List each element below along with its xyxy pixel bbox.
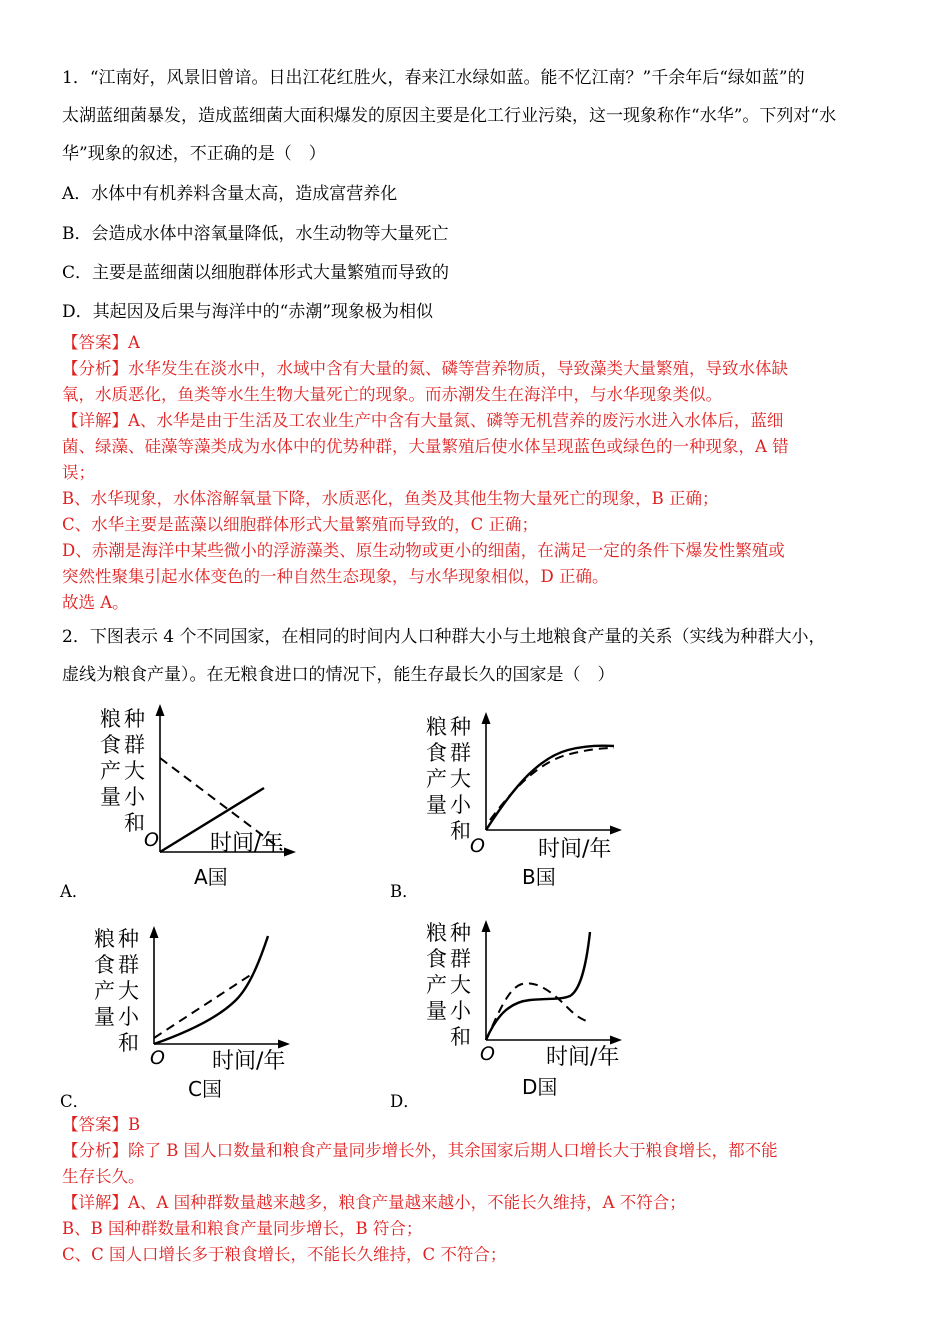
q1-detail-line-8: 故选 A。 xyxy=(62,593,129,612)
origin-label: O xyxy=(150,1047,165,1069)
q1-analysis-line-1: 【分析】水华发生在淡水中，水域中含有大量的氮、磷等营养物质，导致藻类大量繁殖，导致水体缺 xyxy=(62,359,788,378)
y-axis-arrow xyxy=(482,712,491,724)
q1-option-d: D．其起因及后果与海洋中的“赤潮”现象极为相似 xyxy=(62,302,434,322)
ylabel-right-3: 大 xyxy=(118,979,139,1003)
origin-label: O xyxy=(480,1043,495,1065)
q1-option-a: A．水体中有机养料含量太高，造成富营养化 xyxy=(62,184,398,204)
ylabel-right-5: 和 xyxy=(118,1031,139,1055)
q2-answer: 【答案】B xyxy=(62,1115,141,1134)
fig-a-option-label: A． xyxy=(60,882,89,901)
q1-detail-line-6: D、赤潮是海洋中某些微小的浮游藻类、原生动物或更小的细菌，在满足一定的条件下爆发性繁殖或 xyxy=(62,541,785,560)
figure-b xyxy=(418,708,628,897)
q1-detail-line-1: 【详解】A、水华是由于生活及工农业生产中含有大量氮、磷等无机营养的废污水进入水体后，蓝细 xyxy=(62,411,784,430)
q1-stem-line-3: 华”现象的叙述，不正确的是（ ） xyxy=(62,144,326,164)
ylabel-right-3: 大 xyxy=(124,759,145,783)
ylabel-left-1: 粮 xyxy=(100,707,121,731)
ylabel-left-4: 量 xyxy=(100,785,121,809)
x-axis-arrow xyxy=(610,826,622,835)
q2-detail-line-3: C、C 国人口增长多于粮食增长，不能长久维持，C 不符合； xyxy=(62,1245,507,1264)
x-axis-label: 时间/年 xyxy=(546,1045,620,1070)
population-curve xyxy=(486,932,590,1040)
x-axis-arrow xyxy=(284,848,296,857)
caption-d: D国 xyxy=(522,1075,558,1099)
ylabel-right-2: 群 xyxy=(118,953,139,977)
q2-stem-line-1: 2．下图表示 4 个不同国家，在相同的时间内人口种群大小与土地粮食产量的关系（实线为种群大小， xyxy=(62,627,826,647)
food-curve xyxy=(490,748,614,820)
ylabel-left-2: 食 xyxy=(100,733,121,757)
figure-a xyxy=(92,700,302,899)
origin-label: O xyxy=(470,835,485,857)
ylabel-right-2: 群 xyxy=(124,733,145,757)
q1-detail-line-5: C、水华主要是蓝藻以细胞群体形式大量繁殖而导致的，C 正确； xyxy=(62,515,538,534)
ylabel-left-2: 食 xyxy=(426,741,447,765)
figure-c xyxy=(88,920,308,1104)
ylabel-right-2: 群 xyxy=(450,741,471,765)
population-curve xyxy=(486,746,614,830)
fig-d-option-label: D． xyxy=(390,1092,420,1111)
q1-answer: 【答案】A xyxy=(62,333,140,352)
figure-d xyxy=(418,914,638,1103)
fig-c-option-label: C． xyxy=(60,1092,90,1111)
q1-analysis-line-2: 氧，水质恶化，鱼类等水生生物大量死亡的现象。而赤潮发生在海洋中，与水华现象类似。 xyxy=(62,385,722,404)
ylabel-right-3: 大 xyxy=(450,973,471,997)
ylabel-left-3: 产 xyxy=(94,979,115,1003)
ylabel-left-3: 产 xyxy=(100,759,121,783)
ylabel-right-5: 和 xyxy=(450,819,471,843)
ylabel-right-2: 群 xyxy=(450,947,471,971)
caption-a: A国 xyxy=(194,865,228,889)
ylabel-left-4: 量 xyxy=(426,999,447,1023)
q1-detail-line-7: 突然性聚集引起水体变色的一种自然生态现象，与水华现象相似，D 正确。 xyxy=(62,567,609,586)
q2-analysis-line-2: 生存长久。 xyxy=(62,1167,145,1186)
x-axis-label: 时间/年 xyxy=(210,831,284,856)
food-line xyxy=(154,974,252,1038)
ylabel-left-4: 量 xyxy=(426,793,447,817)
caption-b: B国 xyxy=(522,865,556,889)
y-axis-arrow xyxy=(482,920,491,932)
y-axis-arrow xyxy=(150,926,159,938)
ylabel-right-5: 和 xyxy=(450,1025,471,1049)
ylabel-right-4: 小 xyxy=(124,785,145,809)
ylabel-right-1: 种 xyxy=(118,927,139,951)
x-axis-arrow xyxy=(278,1040,290,1049)
ylabel-left-4: 量 xyxy=(94,1005,115,1029)
ylabel-right-4: 小 xyxy=(118,1005,139,1029)
q1-stem-line-2: 太湖蓝细菌暴发，造成蓝细菌大面积爆发的原因主要是化工行业污染，这一现象称作“水华”。下列对“水 xyxy=(62,106,837,126)
q1-option-c: C．主要是蓝细菌以细胞群体形式大量繁殖而导致的 xyxy=(62,263,450,283)
q1-option-b: B．会造成水体中溶氧量降低，水生动物等大量死亡 xyxy=(62,224,449,244)
x-axis-label: 时间/年 xyxy=(538,837,612,862)
ylabel-right-1: 种 xyxy=(450,715,471,739)
caption-c: C国 xyxy=(188,1077,222,1100)
ylabel-left-1: 粮 xyxy=(426,921,447,945)
ylabel-right-5: 和 xyxy=(124,811,145,835)
q1-stem-line-1: 1．“江南好，风景旧曾谙。日出江花红胜火，春来江水绿如蓝。能不忆江南？”千余年后“绿如蓝”的 xyxy=(62,68,805,88)
q1-detail-line-4: B、水华现象，水体溶解氧量下降，水质恶化，鱼类及其他生物大量死亡的现象，B 正确； xyxy=(62,489,719,508)
y-axis-arrow xyxy=(156,704,165,716)
q1-detail-line-3: 误； xyxy=(62,463,95,482)
ylabel-left-3: 产 xyxy=(426,767,447,791)
q2-detail-line-1: 【详解】A、A 国种群数量越来越多，粮食产量越来越小，不能长久维持，A 不符合； xyxy=(62,1193,686,1212)
ylabel-left-2: 食 xyxy=(94,953,115,977)
q1-detail-line-2: 菌、绿藻、硅藻等藻类成为水体中的优势种群，大量繁殖后使水体呈现蓝色或绿色的一种现象，A 错 xyxy=(62,437,789,456)
x-axis-label: 时间/年 xyxy=(212,1049,286,1074)
origin-label: O xyxy=(144,829,159,851)
ylabel-left-1: 粮 xyxy=(94,927,115,951)
ylabel-left-2: 食 xyxy=(426,947,447,971)
ylabel-right-4: 小 xyxy=(450,999,471,1023)
ylabel-right-4: 小 xyxy=(450,793,471,817)
ylabel-right-1: 种 xyxy=(450,921,471,945)
q2-stem-line-2: 虚线为粮食产量）。在无粮食进口的情况下，能生存最长久的国家是（ ） xyxy=(62,665,615,685)
fig-b-option-label: B． xyxy=(390,882,419,901)
q2-detail-line-2: B、B 国种群数量和粮食产量同步增长，B 符合； xyxy=(62,1219,423,1238)
ylabel-right-1: 种 xyxy=(124,707,145,731)
ylabel-right-3: 大 xyxy=(450,767,471,791)
ylabel-left-3: 产 xyxy=(426,973,447,997)
ylabel-left-1: 粮 xyxy=(426,715,447,739)
x-axis-arrow xyxy=(610,1036,622,1045)
q2-analysis-line-1: 【分析】除了 B 国人口数量和粮食产量同步增长外，其余国家后期人口增长大于粮食增长，都不能 xyxy=(62,1141,778,1160)
